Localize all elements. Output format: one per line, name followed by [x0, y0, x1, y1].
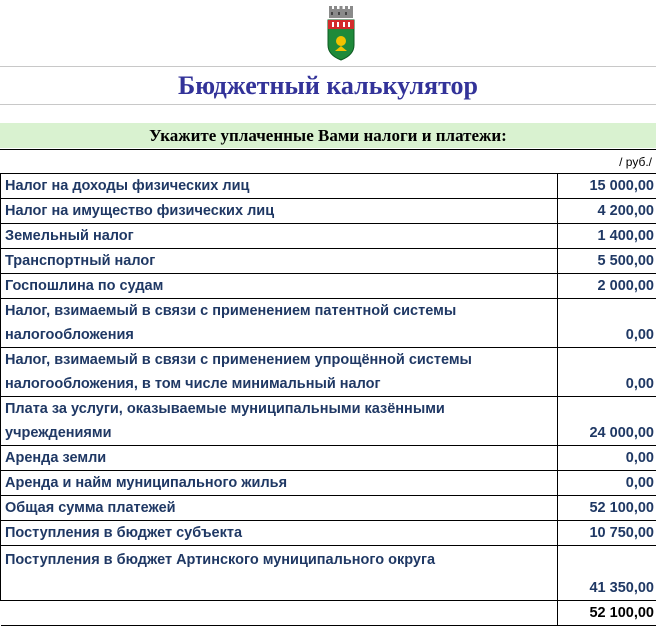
row-value-cell: 41 350,00 [558, 546, 656, 601]
row-label: Поступления в бюджет субъекта [1, 521, 558, 546]
currency-unit: / руб./ [619, 155, 652, 169]
row-value-cell[interactable]: 0,00 [558, 446, 656, 471]
table-row [1, 471, 656, 496]
total-value: 52 100,00 [558, 601, 656, 626]
row-label: Госпошлина по судам [1, 274, 558, 299]
title-area [0, 67, 656, 105]
tax-table [0, 173, 656, 626]
table-row [1, 249, 656, 274]
row-value-cell: 52 100,00 [558, 496, 656, 521]
row-label: Транспортный налог [1, 249, 558, 274]
table-row [1, 199, 656, 224]
row-value-cell[interactable]: 0,00 [558, 299, 656, 348]
row-label: Налог на доходы физических лиц [1, 174, 558, 199]
row-value-cell[interactable]: 0,00 [558, 348, 656, 397]
row-label: Налог на имущество физических лиц [1, 199, 558, 224]
table-row [1, 446, 656, 471]
row-label: Налог, взимаемый в связи с применением упрощённой системы налогообложения, в том числе минимальный налог [1, 348, 558, 397]
row-label: Поступления в бюджет Артинского муниципального округа [1, 546, 558, 601]
unit-row [0, 149, 656, 174]
row-value-cell[interactable]: 24 000,00 [558, 397, 656, 446]
row-value-cell[interactable]: 4 200,00 [558, 199, 656, 224]
spacer [0, 105, 656, 122]
row-label: Земельный налог [1, 224, 558, 249]
table-row [1, 299, 656, 348]
subtitle-bar [0, 123, 656, 148]
row-value-cell[interactable]: 2 000,00 [558, 274, 656, 299]
page-title: Бюджетный калькулятор [178, 71, 478, 100]
row-label: Аренда и найм муниципального жилья [1, 471, 558, 496]
coat-of-arms-icon [326, 5, 356, 61]
row-value-cell[interactable]: 1 400,00 [558, 224, 656, 249]
row-value-cell: 10 750,00 [558, 521, 656, 546]
table-row [1, 348, 656, 397]
row-label: Плата за услуги, оказываемые муниципальными казёнными учреждениями [1, 397, 558, 446]
row-label: Общая сумма платежей [1, 496, 558, 521]
table-row [1, 496, 656, 521]
table-row [1, 546, 656, 601]
row-label: Аренда земли [1, 446, 558, 471]
table-row [1, 174, 656, 199]
total-row [1, 601, 656, 626]
subtitle: Укажите уплаченные Вами налоги и платежи: [149, 126, 507, 145]
row-value-cell[interactable]: 5 500,00 [558, 249, 656, 274]
total-label-cell [1, 601, 558, 626]
row-value-cell[interactable]: 0,00 [558, 471, 656, 496]
crest-area [0, 0, 656, 67]
table-row [1, 397, 656, 446]
row-label: Налог, взимаемый в связи с применением патентной системы налогообложения [1, 299, 558, 348]
table-row [1, 274, 656, 299]
table-row [1, 521, 656, 546]
table-row [1, 224, 656, 249]
row-value-cell[interactable]: 15 000,00 [558, 174, 656, 199]
